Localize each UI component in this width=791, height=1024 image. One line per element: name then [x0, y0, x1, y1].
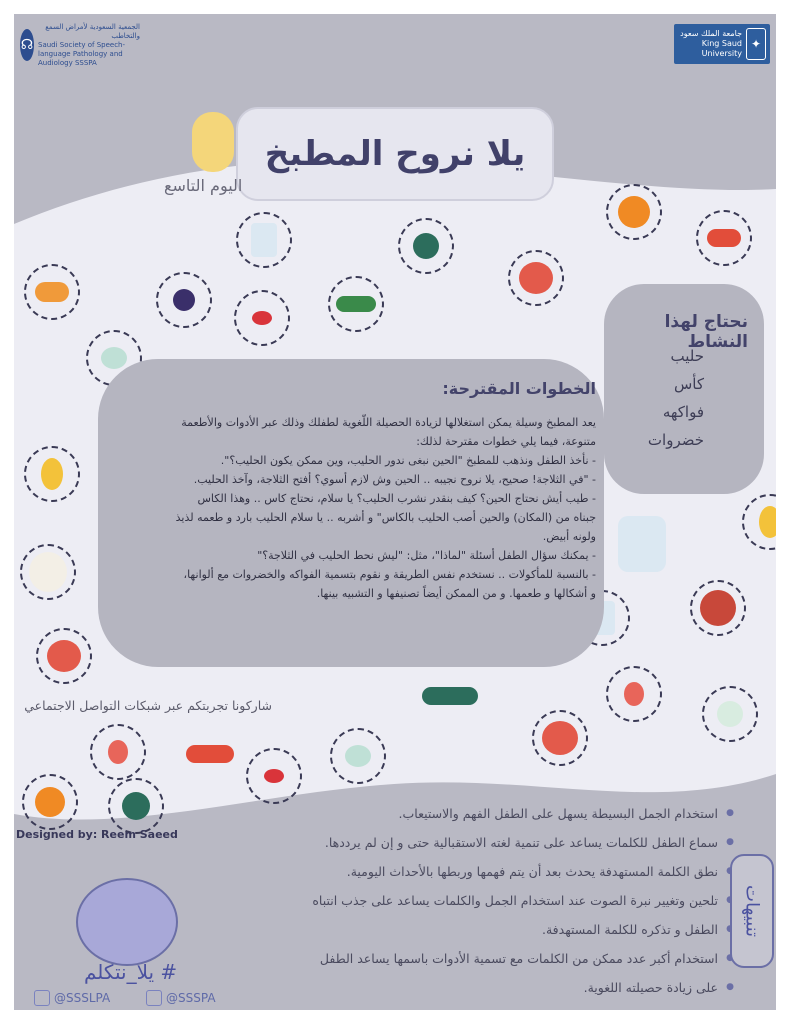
beet-icon	[156, 272, 212, 328]
designer-credit: Designed by: Reem Saeed	[16, 828, 178, 841]
steps-line: يعد المطبخ وسيلة يمكن استغلالها لزيادة الحصيلة اللّغوية لطفلك وذلك عبر الأدوات والأطعمة	[181, 416, 596, 429]
tip-item-continued: ● على زيادة حصيلته اللغوية.	[234, 973, 734, 1002]
tips-label-box	[730, 854, 774, 968]
steps-heading: الخطوات المقترحة:	[442, 379, 596, 398]
cucumber-icon-2	[424, 670, 476, 722]
needs-item: حليب	[670, 347, 704, 365]
logo-right-english: King Saud University	[701, 39, 743, 58]
tip-item: ● تلحين وتغيير نبرة الصوت عند استخدام الجمل والكلمات يساعد على جذب انتباه	[234, 886, 734, 915]
needs-item: خضروات	[647, 431, 704, 449]
glass-icon	[236, 212, 292, 268]
ear-icon: ☊	[20, 29, 34, 61]
cherry-icon	[234, 290, 290, 346]
handle-text: @SSSPA	[166, 991, 216, 1005]
twitter-icon	[34, 990, 50, 1006]
tips-label: تنبيهات	[741, 884, 763, 938]
cherry-icon-2	[246, 748, 302, 804]
strawberry-icon	[606, 666, 662, 722]
steps-line: - نأخذ الطفل ونذهب للمطبخ "الحين نبغى ندور الحليب، وين ممكن يكون الحليب؟".	[220, 454, 596, 467]
steps-line: - طيب أيش نحتاج الحين؟ كيف بنقدر نشرب الحليب؟ يا سلام، نحتاج كاس .. وهذا الكاس	[197, 492, 596, 505]
pear-icon	[24, 446, 80, 502]
steps-line: ولونه أبيض.	[542, 530, 596, 543]
steps-line: و أشكالها و طعمها. و من الممكن أيضاً تصنيفها و التشبيه بينها.	[316, 587, 596, 600]
steps-line: - يمكنك سؤال الطفل أسئلة "لماذا"، مثل: "ليش نحط الحليب في الثلاجة؟"	[257, 549, 596, 562]
steps-line: - بالنسبة للمأكولات .. نستخدم نفس الطريقة و نقوم بتسمية الفواكه والخضروات مع ألوانها،	[183, 568, 596, 581]
onion-icon	[20, 544, 76, 600]
title-banner	[236, 107, 554, 201]
tip-item: ● استخدام أكبر عدد ممكن من الكلمات مع تسمية الأدوات باسمها يساعد الطفل	[234, 944, 734, 973]
mushroom-icon-2	[330, 728, 386, 784]
strawberry-icon-2	[90, 724, 146, 780]
apple-icon	[508, 250, 564, 306]
steps-line: متنوعة، فيما يلي خطوات مقترحة لذلك:	[416, 435, 596, 448]
social-handle-2[interactable]	[146, 990, 216, 1006]
share-text: شاركونا تجربتكم عبر شبكات التواصل الاجتماعي	[24, 698, 272, 713]
tips-list	[234, 799, 734, 1002]
tip-item-continued: ● الطفل و تذكره للكلمة المستهدفة.	[234, 915, 734, 944]
steps-panel	[98, 359, 604, 667]
broccoli-icon	[398, 218, 454, 274]
orange-icon	[606, 184, 662, 240]
needs-list	[648, 342, 704, 454]
logo-right-arabic: جامعة الملك سعود	[680, 29, 743, 38]
needs-panel	[604, 284, 764, 494]
logo-left-english: Saudi Society of Speech-language Pathology and Audiology SSSPA	[38, 40, 126, 67]
poster	[14, 14, 776, 1010]
king-saud-university-logo	[674, 24, 770, 64]
pineapple-icon	[192, 112, 234, 172]
needs-heading: نحتاج لهذا النشاط	[664, 312, 748, 352]
apple-icon-2	[36, 628, 92, 684]
instagram-icon	[146, 990, 162, 1006]
tip-item: ● نطق الكلمة المستهدفة يحدث بعد أن يتم فهمها وربطها بالأحداث اليومية.	[234, 857, 734, 886]
steps-line: جبناه من (المكان) والحين أصب الحليب بالكاس" و أشربه .. يا سلام الحليب بارد و طعمه لذيذ	[175, 511, 596, 524]
tomatoes-icon-2	[184, 728, 236, 780]
family-illustration-icon	[76, 878, 178, 966]
cucumber-icon	[328, 276, 384, 332]
milk-jug-icon	[616, 518, 668, 570]
logo-left-arabic: الجمعية السعودية لأمراض السمع والتخاطب	[45, 22, 140, 40]
needs-item: كأس	[673, 375, 704, 393]
steps-body	[104, 413, 596, 603]
garlic-icon	[702, 686, 758, 742]
page-title: يلا نروح المطبخ	[264, 134, 526, 174]
needs-item: فواكهه	[662, 403, 704, 421]
orange-icon-2	[22, 774, 78, 830]
apple-icon-3	[532, 710, 588, 766]
saudi-society-logo	[20, 22, 140, 67]
palm-seal-icon: ✦	[746, 28, 766, 60]
steps-line: - "في الثلاجة! صحيح، يلا نروح نجيبه .. الحين وش لازم أسوي؟ أفتح الثلاجة، وآخذ الحليب.	[193, 473, 596, 486]
tip-item: ● استخدام الجمل البسيطة يسهل على الطفل الفهم والاستيعاب.	[234, 799, 734, 828]
pomegranate-icon	[690, 580, 746, 636]
tip-item: ● سماع الطفل للكلمات يساعد على تنمية لغته الاستقبالية حتى و إن لم يرددها.	[234, 828, 734, 857]
handle-text: @SSSLPA	[54, 991, 111, 1005]
carrot-icon	[24, 264, 80, 320]
hashtag-text: # يلا_نتكلم	[84, 960, 178, 984]
broccoli-icon-2	[108, 778, 164, 834]
day-label: اليوم التاسع	[164, 176, 243, 195]
social-handle-1[interactable]	[34, 990, 110, 1006]
tomatoes-icon	[696, 210, 752, 266]
